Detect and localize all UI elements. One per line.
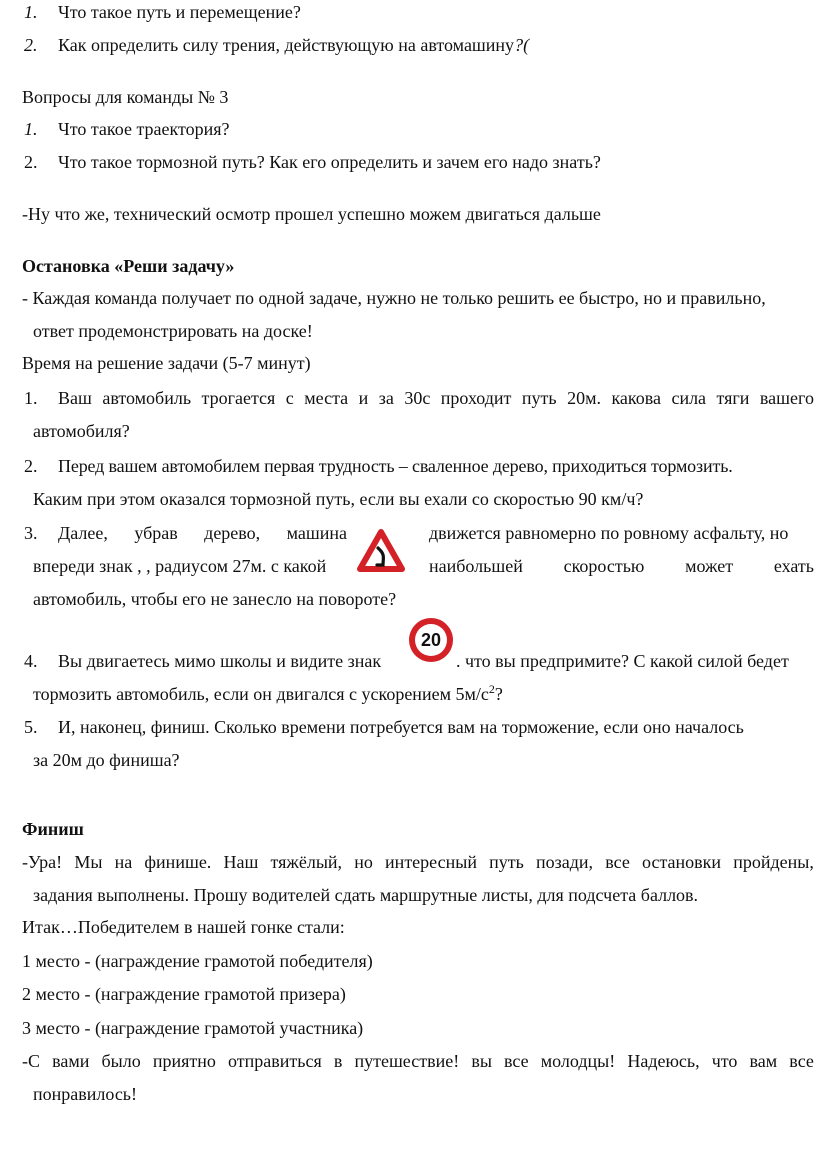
task-number: 1. [24, 388, 38, 408]
paragraph-line: Время на решение задачи (5-7 минут) [22, 353, 311, 373]
task-line: Вы двигаетесь мимо школы и видите знак [58, 651, 382, 671]
task-line: . что вы предпримите? С какой силой бедет [456, 651, 789, 671]
task-number: 3. [24, 523, 38, 543]
paragraph-line: понравилось! [33, 1084, 138, 1104]
paragraph-line: -Ура! Мы на финише. Наш тяжёлый, но интересный путь позади, все остановки пройдены, [22, 852, 814, 872]
task-line: автомобиль, чтобы его не занесло на повороте? [33, 589, 397, 609]
place-line: 1 место - (награждение грамотой победителя) [22, 951, 373, 971]
speed-limit-sign-icon [409, 618, 453, 662]
paragraph-line: задания выполнены. Прошу водителей сдать маршрутные листы, для подсчета баллов. [33, 885, 699, 905]
question-text: Как определить силу трения, действующую на автомашину?( [58, 35, 530, 55]
team-heading: Вопросы для команды № 3 [22, 87, 229, 107]
task-line: тормозить автомобиль, если он двигался с ускорением $5м/с^2$? [33, 682, 503, 704]
task-line: Далее, убрав дерево, машина [58, 523, 347, 543]
inspection-text: -Ну что же, технический осмотр прошел успешно можем двигаться дальше [22, 204, 601, 224]
task-number: 2. [24, 456, 38, 476]
task-line: движется равномерно по ровному асфальту, но [429, 523, 789, 543]
speed-limit-value: 20 [420, 629, 442, 650]
place-line: 2 место - (награждение грамотой призера) [22, 984, 346, 1004]
task-number: 5. [24, 717, 38, 737]
curve-warning-sign-icon [356, 528, 406, 574]
task-line: впереди знак , , радиусом 27м. с какой [33, 556, 327, 576]
list-number: 1. [24, 119, 38, 139]
task-line: наибольшей скоростью может ехать [429, 556, 814, 576]
list-number: 2. [24, 35, 38, 55]
list-number: 1. [24, 2, 38, 22]
task-number: 4. [24, 651, 38, 671]
paragraph-line: Итак…Победителем в нашей гонке стали: [22, 917, 345, 937]
paragraph-line: -С вами было приятно отправиться в путешествие! вы все молодцы! Надеюсь, что вам все [22, 1051, 814, 1071]
paragraph-line: ответ продемонстрировать на доске! [33, 321, 313, 341]
question-text: Что такое траектория? [58, 119, 230, 139]
section-heading: Финиш [22, 819, 84, 839]
task-line: Каким при этом оказался тормозной путь, если вы ехали со скоростью 90 км/ч? [33, 489, 644, 509]
paragraph-line: - Каждая команда получает по одной задаче, нужно не только решить ее быстро, но и правильно, [22, 288, 766, 308]
place-line: 3 место - (награждение грамотой участника) [22, 1018, 364, 1038]
task-line: Ваш автомобиль трогается с места и за 30с проходит путь 20м. какова сила тяги вашего [58, 388, 814, 408]
question-text: Что такое путь и перемещение? [58, 2, 301, 22]
task-line: Перед вашем автомобилем первая трудность – сваленное дерево, приходиться тормозить. [58, 456, 733, 476]
task-line: за 20м до финиша? [33, 750, 180, 770]
question-text: Что такое тормозной путь? Как его определить и зачем его надо знать? [58, 152, 601, 172]
list-number: 2. [24, 152, 38, 172]
task-line: И, наконец, финиш. Сколько времени потребуется вам на торможение, если оно началось [58, 717, 744, 737]
section-heading: Остановка «Реши задачу» [22, 256, 235, 276]
task-line: автомобиля? [33, 421, 130, 441]
